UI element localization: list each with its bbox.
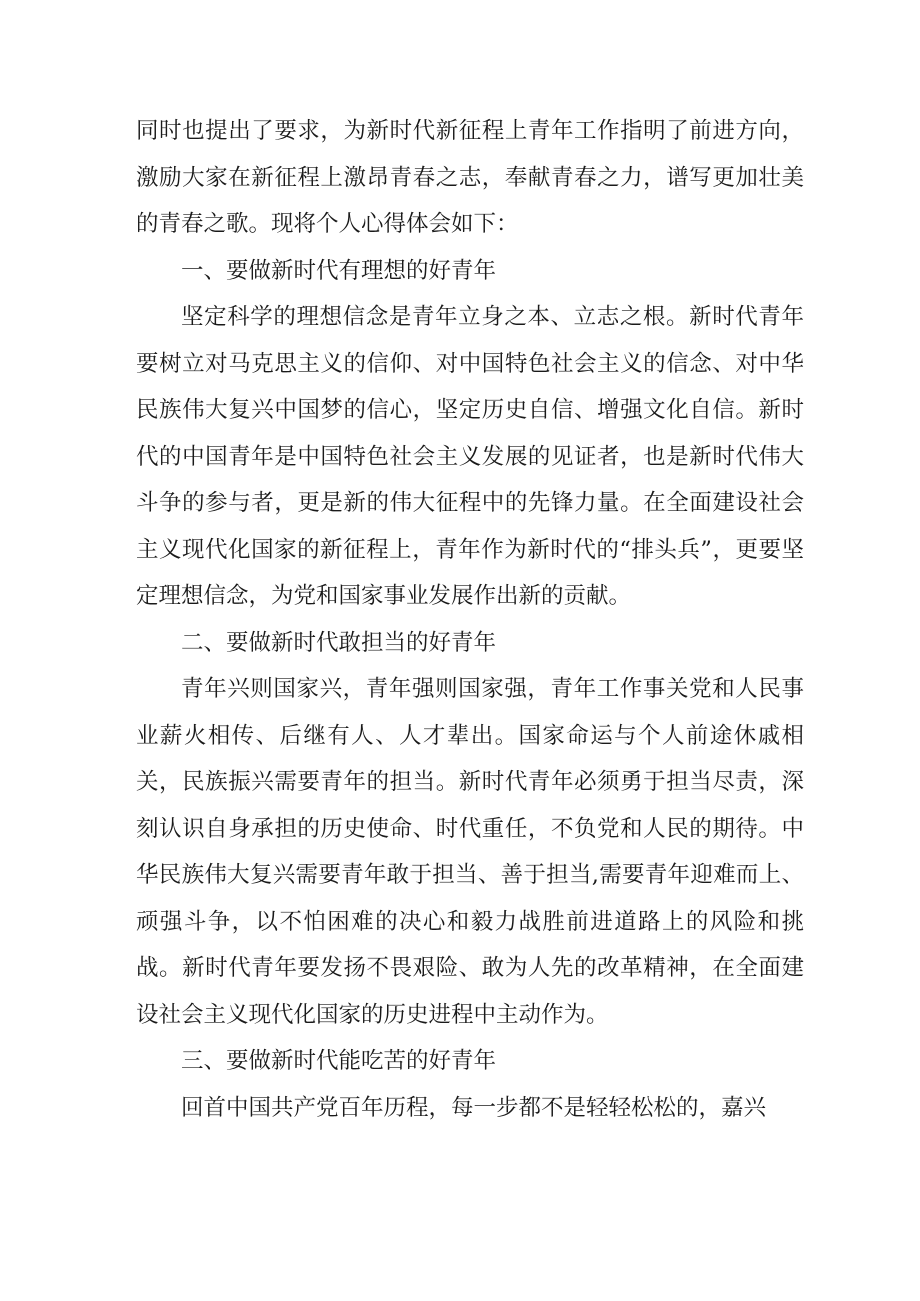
document-page [136, 108, 804, 1131]
paragraph-section-1: 坚定科学的理想信念是青年立身之本、立志之根。新时代青年要树立对马克思主义的信仰、对中国特色社会主义的信念、对中华民族伟大复兴中国梦的信心，坚定历史自信、增强文化自信。新时代的中国青年是中国特色社会主义发展的见证者，也是新时代伟大斗争的参与者，更是新的伟大征程中的先锋力量。在全面建设社会主义现代化国家的新征程上，青年作为新时代的“排头兵”，更要坚定理想信念，为党和国家事业发展作出新的贡献。 [136, 304, 804, 609]
section-heading-1: 一、要做新时代有理想的好青年 [181, 257, 497, 284]
paragraph-section-3: 回首中国共产党百年历程，每一步都不是轻轻松松的，嘉兴 [181, 1094, 767, 1121]
paragraph-section-2: 青年兴则国家兴，青年强则国家强，青年工作事关党和人民事业薪火相传、后继有人、人才辈出。国家命运与个人前途休戚相关，民族振兴需要青年的担当。新时代青年必须勇于担当尽责，深刻认识自身承担的历史使命、时代重任，不负党和人民的期待。中华民族伟大复兴需要青年敢于担当、善于担当,需要青年迎难而上、顽强斗争，以不怕困难的决心和毅力战胜前进道路上的风险和挑战。新时代青年要发扬不畏艰险、敢为人先的改革精神，在全面建设社会主义现代化国家的历史进程中主动作为。 [136, 676, 804, 1028]
section-heading-2: 二、要做新时代敢担当的好青年 [181, 629, 497, 656]
section-heading-3: 三、要做新时代能吃苦的好青年 [181, 1048, 497, 1074]
paragraph-intro-continued: 同时也提出了要求，为新时代新征程上青年工作指明了前进方向，激励大家在新征程上激昂青春之志，奉献青春之力，谱写更加壮美的青春之歌。现将个人心得体会如下： [136, 118, 804, 237]
